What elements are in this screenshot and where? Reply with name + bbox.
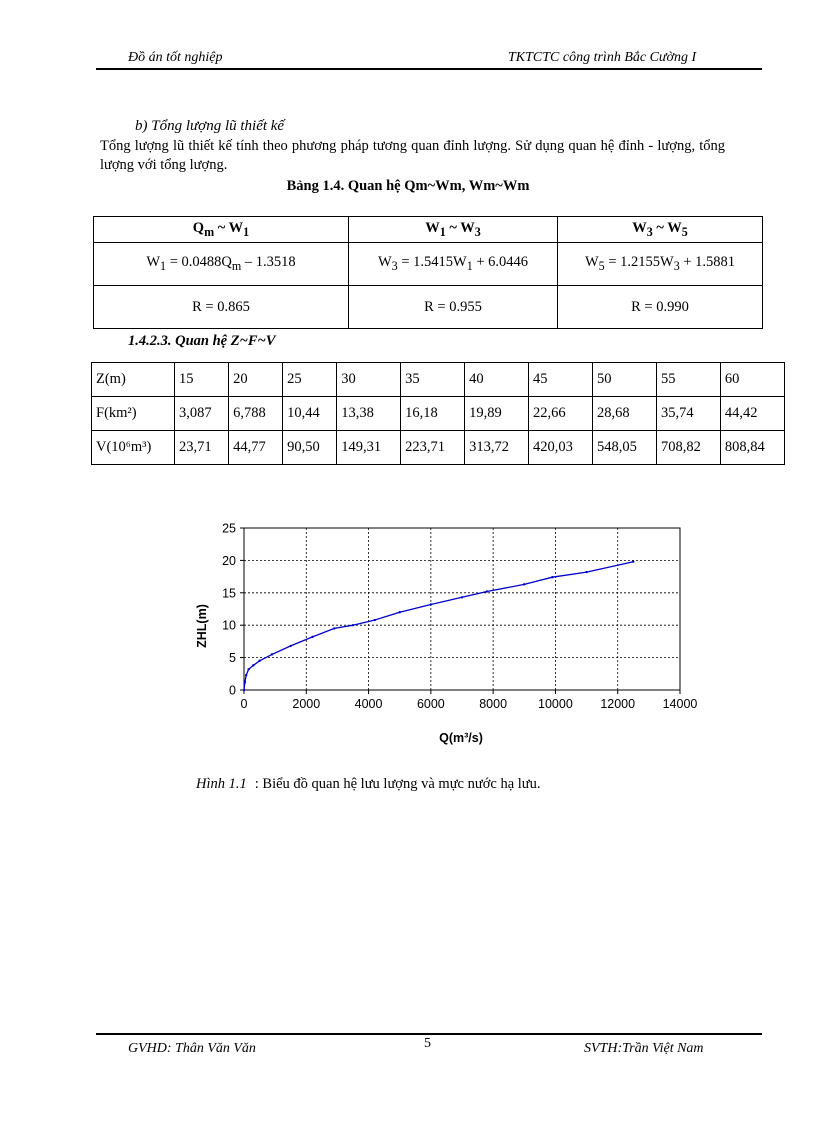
table-1-r-cell: R = 0.865 xyxy=(94,286,349,329)
chart-data-point xyxy=(333,627,335,629)
row-label: Z(m) xyxy=(92,363,175,397)
chart-series-points xyxy=(243,560,635,691)
table-cell: 44,42 xyxy=(720,397,784,431)
table-cell: 19,89 xyxy=(465,397,529,431)
table-row xyxy=(92,363,785,397)
table-cell: 35 xyxy=(401,363,465,397)
section-b-heading: b) Tổng lượng lũ thiết kế xyxy=(135,118,285,134)
chart-x-tick-label: 4000 xyxy=(354,697,383,711)
table-cell: 708,82 xyxy=(656,431,720,465)
chart-data-point xyxy=(399,611,401,613)
chart-data-point xyxy=(523,583,525,585)
table-1-4 xyxy=(93,216,763,329)
table-1-header-cell: $W_1$ ~ $W_3$ xyxy=(349,217,558,243)
chart-y-tick-label: 20 xyxy=(222,553,236,568)
figure-caption xyxy=(196,776,541,793)
chart-x-tick-label: 8000 xyxy=(479,697,508,711)
chart-y-tick-label: 0 xyxy=(229,683,236,698)
chart-y-tick-label: 25 xyxy=(222,521,236,536)
table-cell: 45 xyxy=(529,363,593,397)
figure-caption-label: Hình 1.1 xyxy=(196,776,247,792)
table-1-equation-cell: $W_1 = 0.0488Q_m - 1.3518$ xyxy=(94,243,349,286)
chart-data-point xyxy=(290,645,292,647)
chart-data-point xyxy=(461,596,463,598)
table-1-equation-cell: $W_3 = 1.5415W_1 + 6.0446$ xyxy=(349,243,558,286)
table-cell: 420,03 xyxy=(529,431,593,465)
table-z-f-v xyxy=(91,362,785,465)
table-cell: 10,44 xyxy=(283,397,337,431)
chart-x-tick-label: 10000 xyxy=(538,697,573,711)
table-cell: 28,68 xyxy=(593,397,657,431)
table-cell: 548,05 xyxy=(593,431,657,465)
chart-x-tick-label: 2000 xyxy=(292,697,321,711)
header-left: Đồ án tốt nghiệp xyxy=(128,50,223,65)
table-cell: 6,788 xyxy=(229,397,283,431)
chart-plot-frame xyxy=(244,528,680,690)
chart-data-point xyxy=(311,636,313,638)
chart-y-tick-labels xyxy=(222,522,244,698)
table-1-header-cell: $W_3$ ~ $W_5$ xyxy=(558,217,763,243)
chart-y-tick-label: 15 xyxy=(222,586,236,601)
table-cell: 40 xyxy=(465,363,529,397)
header-right: TKTCTC công trình Bắc Cường I xyxy=(508,50,697,65)
chart-data-point xyxy=(585,571,587,573)
subsection-heading: 1.4.2.3. Quan hệ Z~F~V xyxy=(128,333,276,349)
table-cell: 20 xyxy=(229,363,283,397)
chart-y-tick-label: 10 xyxy=(222,618,236,633)
chart-data-point xyxy=(632,560,634,562)
table-cell: 16,18 xyxy=(401,397,465,431)
chart-data-point xyxy=(271,653,273,655)
table-1-caption: Bảng 1.4. Quan hệ Qm~Wm, Wm~Wm xyxy=(286,178,530,194)
chart-data-point xyxy=(243,689,245,691)
table-1-r-cell: R = 0.955 xyxy=(349,286,558,329)
table-cell: 55 xyxy=(656,363,720,397)
table-cell: 15 xyxy=(175,363,229,397)
chart-x-tick-label: 6000 xyxy=(416,697,445,711)
chart-data-point xyxy=(486,590,488,592)
table-1-equation-cell: $W_5 = 1.2155W_3 + 1.5881$ xyxy=(558,243,763,286)
chart-x-axis-label: Q(m³/s) xyxy=(439,731,483,745)
table-cell: 90,50 xyxy=(283,431,337,465)
footer-rule xyxy=(96,1033,762,1035)
table-1-header-row xyxy=(94,217,763,243)
chart-data-point xyxy=(247,668,249,670)
figure-caption-text: : Biểu đồ quan hệ lưu lượng và mực nước hạ lưu. xyxy=(254,776,541,792)
chart-data-point xyxy=(551,576,553,578)
table-1-r-cell: R = 0.990 xyxy=(558,286,763,329)
chart-x-tick-label: 14000 xyxy=(662,697,698,711)
chart-data-point xyxy=(258,660,260,662)
table-cell: 3,087 xyxy=(175,397,229,431)
table-cell: 50 xyxy=(593,363,657,397)
table-1-equation-row xyxy=(94,243,763,286)
chart-y-tick-label: 5 xyxy=(229,651,236,666)
chart-data-point xyxy=(245,674,247,676)
chart-x-tick-labels xyxy=(241,690,698,711)
chart-data-point xyxy=(352,624,354,626)
chart-x-tick-label: 0 xyxy=(240,697,248,711)
chart-horizontal-gridlines xyxy=(244,560,680,657)
table-cell: 30 xyxy=(337,363,401,397)
chart-y-axis-label: ZHL(m) xyxy=(195,604,209,648)
header-rule xyxy=(96,68,762,70)
table-row xyxy=(92,431,785,465)
table-cell: 149,31 xyxy=(337,431,401,465)
chart-vertical-gridlines xyxy=(306,528,617,690)
table-cell: 13,38 xyxy=(337,397,401,431)
z-q-chart xyxy=(186,516,716,756)
chart-data-point xyxy=(374,619,376,621)
table-1-header-cell: $Q_m$ ~ $W_1$ xyxy=(94,217,349,243)
row-label: V(10⁶m³) xyxy=(92,431,175,465)
page-number: 5 xyxy=(424,1036,431,1051)
table-1-r-row xyxy=(94,286,763,329)
chart-data-point xyxy=(244,681,246,683)
table-cell: 223,71 xyxy=(401,431,465,465)
table-cell: 35,74 xyxy=(656,397,720,431)
table-cell: 23,71 xyxy=(175,431,229,465)
row-label: F(km²) xyxy=(92,397,175,431)
table-cell: 44,77 xyxy=(229,431,283,465)
chart-data-point xyxy=(430,603,432,605)
table-cell: 313,72 xyxy=(465,431,529,465)
footer-right: SVTH:Trần Việt Nam xyxy=(584,1041,704,1056)
table-cell: 22,66 xyxy=(529,397,593,431)
footer-left: GVHD: Thân Văn Văn xyxy=(128,1041,256,1056)
table-cell: 60 xyxy=(720,363,784,397)
body-paragraph: Tổng lượng lũ thiết kế tính theo phương pháp tương quan đỉnh lượng. Sử dụng quan hệ đỉnh - lượng, tổng lượng với tổng lượng. xyxy=(100,138,725,173)
chart-series-line xyxy=(244,562,633,690)
table-row xyxy=(92,397,785,431)
chart-data-point xyxy=(252,664,254,666)
table-cell: 808,84 xyxy=(720,431,784,465)
table-cell: 25 xyxy=(283,363,337,397)
chart-x-tick-label: 12000 xyxy=(600,697,636,711)
